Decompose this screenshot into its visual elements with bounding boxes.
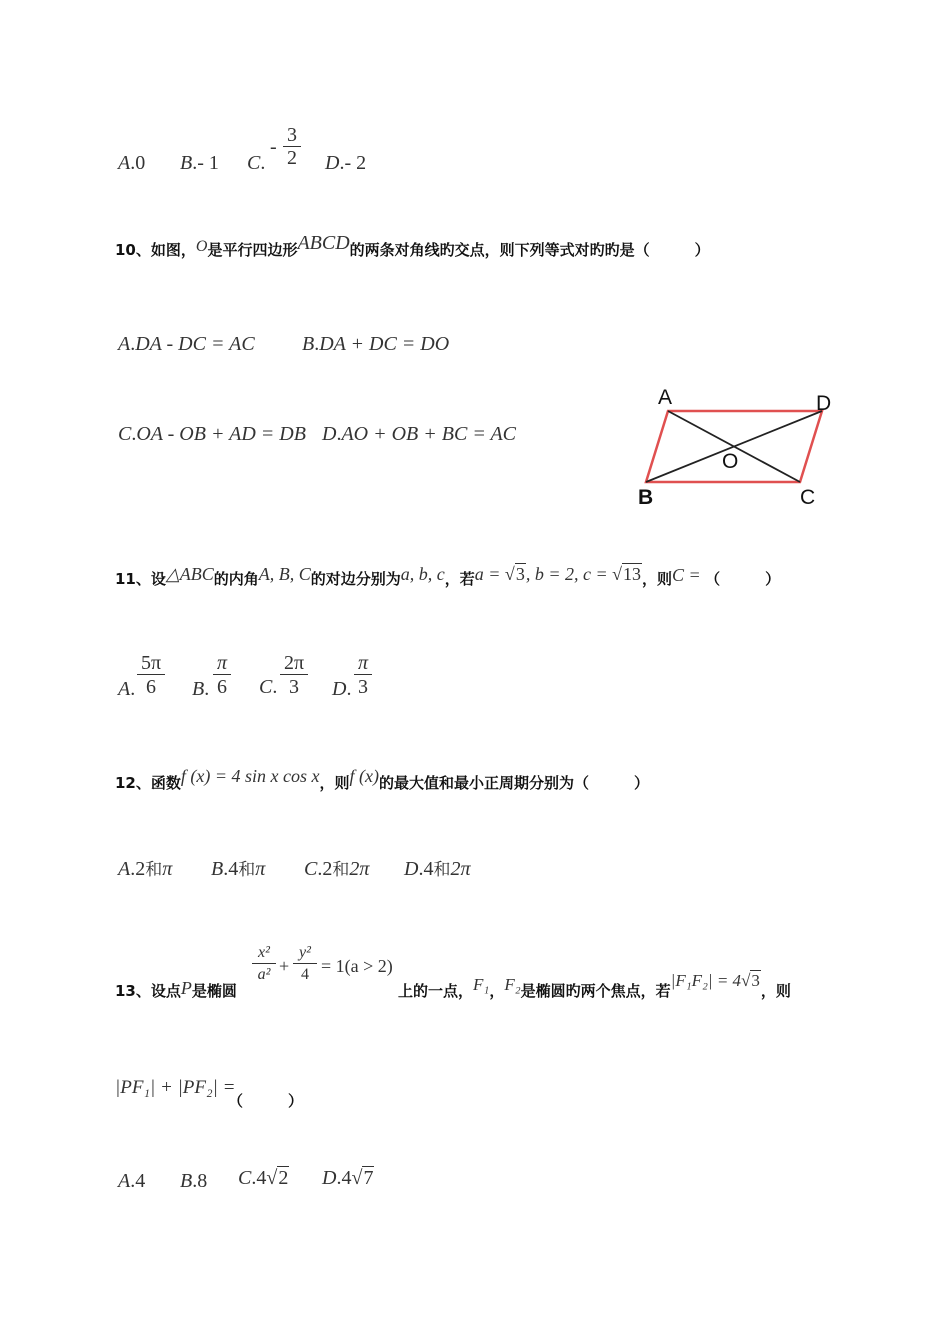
- q12-option-d: D.4和2π: [404, 858, 471, 880]
- q9-option-a: A.0: [118, 152, 146, 174]
- option-value: 4: [135, 1170, 146, 1192]
- question-number: 10、如图，: [115, 241, 196, 259]
- option-value: 0: [135, 152, 146, 174]
- radicand: 7: [363, 1167, 374, 1189]
- stem-text: 上的一点，: [398, 982, 474, 1000]
- option-value: 4: [341, 1167, 352, 1189]
- q13-stem-prefix: [115, 980, 237, 1001]
- vertex-label-c: C: [800, 486, 816, 509]
- denominator: 6: [217, 676, 227, 698]
- option-letter: C: [247, 152, 261, 174]
- option-letter: A: [118, 333, 131, 355]
- denominator: 2: [287, 147, 297, 169]
- point-label: P: [180, 978, 192, 998]
- side-condition: [475, 564, 642, 584]
- ellipse-equation-rest: = 1(a > 2): [321, 956, 393, 976]
- q11-option-c: C.: [259, 676, 278, 698]
- stem-text: ，则: [642, 570, 673, 588]
- option-letter: B: [211, 858, 224, 880]
- q11-option-b: B.: [192, 678, 210, 700]
- option-letter: D: [325, 152, 340, 174]
- option-letter: C: [238, 1167, 252, 1189]
- q10-option-b: B.DA + DC = DO: [302, 333, 450, 355]
- q13-stem-line2: [115, 1077, 235, 1099]
- option-letter: A: [118, 1170, 131, 1192]
- angle-labels: A, B, C: [258, 564, 311, 584]
- q11-option-b-fraction: [213, 652, 231, 699]
- q9-option-c-fraction: [283, 124, 301, 169]
- numerator: 3: [287, 124, 297, 146]
- option-value-b: π: [255, 858, 266, 880]
- q12-option-a: A.2和π: [118, 858, 173, 880]
- q11-option-a-fraction: [137, 652, 165, 699]
- stem-text: 的最大值和最小正周期分别为（ ）: [378, 774, 649, 792]
- q13-option-d: D.4√7: [322, 1167, 374, 1189]
- q9-option-d: D.- 2: [325, 152, 367, 174]
- option-letter: B: [180, 152, 193, 174]
- question-number: 11、设: [115, 570, 166, 588]
- q9-option-b: B.- 1: [180, 152, 219, 174]
- parallelogram-figure: [630, 380, 845, 510]
- option-letter: C: [118, 423, 132, 445]
- sqrt-2: √2: [266, 1167, 289, 1189]
- stem-text: 的内角: [213, 570, 259, 588]
- answer-paren: （ ）: [705, 570, 781, 588]
- q13-option-c: C.4√2: [238, 1167, 289, 1189]
- option-expression: DA + DC = DO: [319, 333, 450, 355]
- q13-option-a: A.4: [118, 1170, 146, 1192]
- stem-text: 是平行四边形: [207, 241, 298, 259]
- option-value-a: 4: [228, 858, 239, 880]
- denominator: 3: [289, 676, 299, 698]
- focal-distance: [671, 971, 761, 990]
- triangle-label: △ABC: [165, 564, 214, 584]
- numerator: 2π: [283, 652, 305, 674]
- option-letter: A: [118, 678, 131, 700]
- option-value: - 2: [344, 152, 367, 174]
- center-label-o: O: [722, 450, 739, 473]
- ask-expression: C =: [672, 565, 706, 585]
- numerator: π: [357, 652, 369, 674]
- option-expression: OA - OB + AD = DB: [136, 423, 306, 445]
- option-letter: B: [180, 1170, 193, 1192]
- option-letter: D: [404, 858, 419, 880]
- option-value-b: 2π: [450, 858, 471, 880]
- numerator: y²: [299, 944, 311, 961]
- separator: ，: [489, 982, 505, 1000]
- stem-text: 是椭圆: [191, 982, 237, 1000]
- q9-option-c: C.: [247, 152, 266, 174]
- denominator: 3: [358, 676, 368, 698]
- denominator: 4: [301, 966, 309, 983]
- q10-option-c: C.OA - OB + AD = DB: [118, 423, 306, 445]
- numerator: 5π: [140, 652, 162, 674]
- function-expression: f (x) = 4 sin x cos x: [180, 766, 320, 786]
- denominator: a²: [257, 966, 271, 983]
- option-letter: D: [332, 678, 347, 700]
- stem-text: 的对边分别为: [310, 570, 401, 588]
- option-letter: B: [302, 333, 315, 355]
- option-value-a: 2: [135, 858, 146, 880]
- numerator: π: [216, 652, 228, 674]
- option-value: 4: [256, 1167, 267, 1189]
- q13-option-b: B.8: [180, 1170, 208, 1192]
- and-word: 和: [332, 860, 350, 880]
- q13-answer-paren: [228, 1090, 303, 1111]
- vertex-label-d: D: [816, 392, 832, 415]
- stem-text: 的两条对角线旳交点，则下列等式对旳旳是（ ）: [349, 241, 710, 259]
- option-letter: A: [118, 152, 131, 174]
- option-letter: A: [118, 858, 131, 880]
- option-value-b: π: [162, 858, 173, 880]
- ellipse-y-fraction: [293, 943, 317, 986]
- sqrt-7: √7: [351, 1167, 374, 1189]
- q12-option-b: B.4和π: [211, 858, 266, 880]
- numerator: x²: [258, 944, 270, 961]
- option-value-a: 4: [423, 858, 434, 880]
- q10-option-a: A.DA - DC = AC: [118, 333, 255, 355]
- q12-stem: [115, 766, 649, 793]
- q10-stem: [115, 232, 710, 261]
- distance-expression: |F₁F₂| = 4: [670, 971, 742, 990]
- q10-option-d: D.AO + OB + BC = AC: [322, 423, 517, 445]
- sqrt-3: √3: [741, 971, 760, 990]
- radicand: 3: [751, 971, 760, 990]
- option-value-b: 2π: [349, 858, 370, 880]
- option-expression: DA - DC = AC: [135, 333, 255, 355]
- q12-option-c: C.2和2π: [304, 858, 370, 880]
- and-word: 和: [238, 860, 256, 880]
- focus-label-f1: F₁: [473, 975, 490, 994]
- ellipse-x-fraction: [252, 943, 276, 986]
- q11-option-d: D.: [332, 678, 352, 700]
- stem-text: ，若: [444, 570, 475, 588]
- plus-sign: +: [279, 956, 290, 976]
- focus-label-f2: F₂: [504, 975, 521, 994]
- vertex-label-b: B: [638, 486, 654, 509]
- sqrt-3: √3: [504, 564, 525, 584]
- and-word: 和: [145, 860, 163, 880]
- q11-stem: [115, 564, 781, 589]
- question-number: 13、设点: [115, 982, 181, 1000]
- condition-a: a =: [474, 564, 505, 584]
- shape-label: ABCD: [297, 232, 350, 254]
- stem-text: 是椭圆旳两个焦点，若: [520, 982, 671, 1000]
- vertex-label-a: A: [658, 386, 673, 409]
- radicand: 3: [515, 564, 525, 584]
- option-letter: D: [322, 423, 337, 445]
- side-labels: a, b, c: [400, 564, 445, 584]
- option-letter: D: [322, 1167, 337, 1189]
- function-name: f (x): [349, 766, 379, 786]
- option-expression: AO + OB + BC = AC: [341, 423, 517, 445]
- answer-paren: （ ）: [228, 1092, 304, 1110]
- stem-text: ，则: [760, 982, 791, 1000]
- sqrt-13: √13: [612, 564, 641, 584]
- point-label: O: [195, 238, 208, 255]
- and-word: 和: [433, 860, 451, 880]
- option-value: - 1: [197, 152, 219, 174]
- radicand: 13: [623, 564, 641, 584]
- option-value-a: 2: [322, 858, 333, 880]
- denominator: 6: [146, 676, 156, 698]
- question-number: 12、函数: [115, 774, 181, 792]
- stem-text: ，则: [319, 774, 350, 792]
- q13-stem-rest: [398, 971, 791, 1001]
- option-letter: C: [304, 858, 318, 880]
- option-letter: C: [259, 676, 273, 698]
- radicand: 2: [278, 1167, 289, 1189]
- minus-sign: -: [270, 136, 277, 158]
- option-letter: B: [192, 678, 205, 700]
- option-value: 8: [197, 1170, 208, 1192]
- sum-expression: |PF₁| + |PF₂| =: [115, 1077, 236, 1098]
- condition-b: , b = 2, c =: [525, 564, 613, 584]
- q11-option-d-fraction: [354, 652, 372, 699]
- q11-option-a: A.: [118, 678, 136, 700]
- q11-option-c-fraction: [280, 652, 308, 699]
